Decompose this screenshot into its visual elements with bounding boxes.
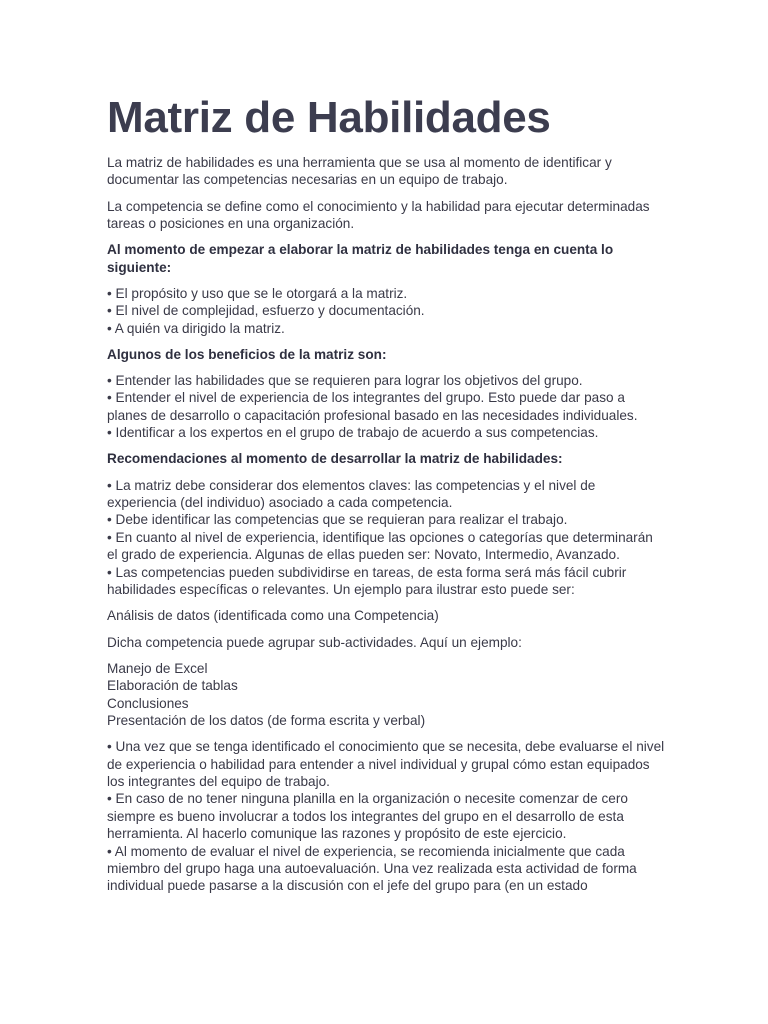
list-item: • Entender el nivel de experiencia de los integrantes del grupo. Esto puede dar paso a planes de desarrollo o capacitación profesional basado en las necesidades individuales.: [107, 390, 638, 423]
intro-paragraph-1: La matriz de habilidades es una herramienta que se usa al momento de identificar y documentar las competencias necesarias en un equipo de trabajo.: [107, 155, 612, 188]
list-item: • Una vez que se tenga identificado el conocimiento que se necesita, debe evaluarse el nivel de experiencia o habilidad para entender a nivel individual y grupal cómo estan equipados los integrantes del equipo de trabajo.: [107, 739, 665, 789]
bullet-list-2: [107, 372, 667, 442]
sub-activities-list: [107, 660, 667, 730]
list-item: • Las competencias pueden subdividirse en tareas, de esta forma será más fácil cubrir habilidades específicas o relevantes. Un ejemplo para ilustrar esto puede ser:: [107, 564, 627, 598]
list-item: Presentación de los datos (de forma escrita y verbal): [107, 712, 426, 728]
list-item: • Debe identificar las competencias que se requieran para realizar el trabajo.: [107, 512, 568, 528]
section-heading-1: Al momento de empezar a elaborar la matriz de habilidades tenga en cuenta lo siguiente:: [107, 242, 614, 275]
bullet-list-4: [107, 738, 667, 895]
document-page: [107, 92, 667, 904]
section-heading-2: Algunos de los beneficios de la matriz son:: [107, 346, 387, 362]
section-heading-3: Recomendaciones al momento de desarrollar la matriz de habilidades:: [107, 451, 563, 467]
list-item: • Entender las habilidades que se requieren para lograr los objetivos del grupo.: [107, 373, 583, 389]
list-item: • La matriz debe considerar dos elementos claves: las competencias y el nivel de experiencia (del individuo) asociado a cada competencia.: [107, 477, 596, 511]
list-item: • Al momento de evaluar el nivel de experiencia, se recomienda inicialmente que cada miembro del grupo haga una autoevaluación. Una vez realizada esta actividad de forma individual puede pasarse a la discusión con el jefe del grupo para (en un estado: [107, 843, 637, 894]
page-title: Matriz de Habilidades: [107, 93, 551, 142]
intro-paragraph-2: La competencia se define como el conocimiento y la habilidad para ejecutar determinadas tareas o posiciones en una organización.: [107, 198, 650, 232]
list-item: • En caso de no tener ninguna planilla en la organización o necesite comenzar de cero siempre es bueno involucrar a todos los integrantes del grupo en el desarrollo de esta herramienta. Al hacerlo comunique las razones y propósito de este ejercicio.: [107, 791, 628, 842]
list-item: Elaboración de tablas: [107, 678, 238, 694]
example-description: Dicha competencia puede agrupar sub-actividades. Aquí un ejemplo:: [107, 634, 522, 650]
list-item: • Identificar a los expertos en el grupo de trabajo de acuerdo a sus competencias.: [107, 425, 599, 441]
list-item: • A quién va dirigido la matriz.: [107, 320, 285, 336]
list-item: • El propósito y uso que se le otorgará a la matriz.: [107, 285, 408, 301]
bullet-list-3: [107, 477, 667, 599]
list-item: Conclusiones: [107, 695, 189, 711]
list-item: Manejo de Excel: [107, 660, 208, 676]
example-competency: Análisis de datos (identificada como una Competencia): [107, 608, 439, 624]
list-item: • El nivel de complejidad, esfuerzo y documentación.: [107, 303, 425, 319]
bullet-list-1: [107, 285, 667, 337]
list-item: • En cuanto al nivel de experiencia, identifique las opciones o categorías que determinarán el grado de experiencia. Algunas de ellas pueden ser: Novato, Intermedio, Avanzado.: [107, 529, 653, 563]
